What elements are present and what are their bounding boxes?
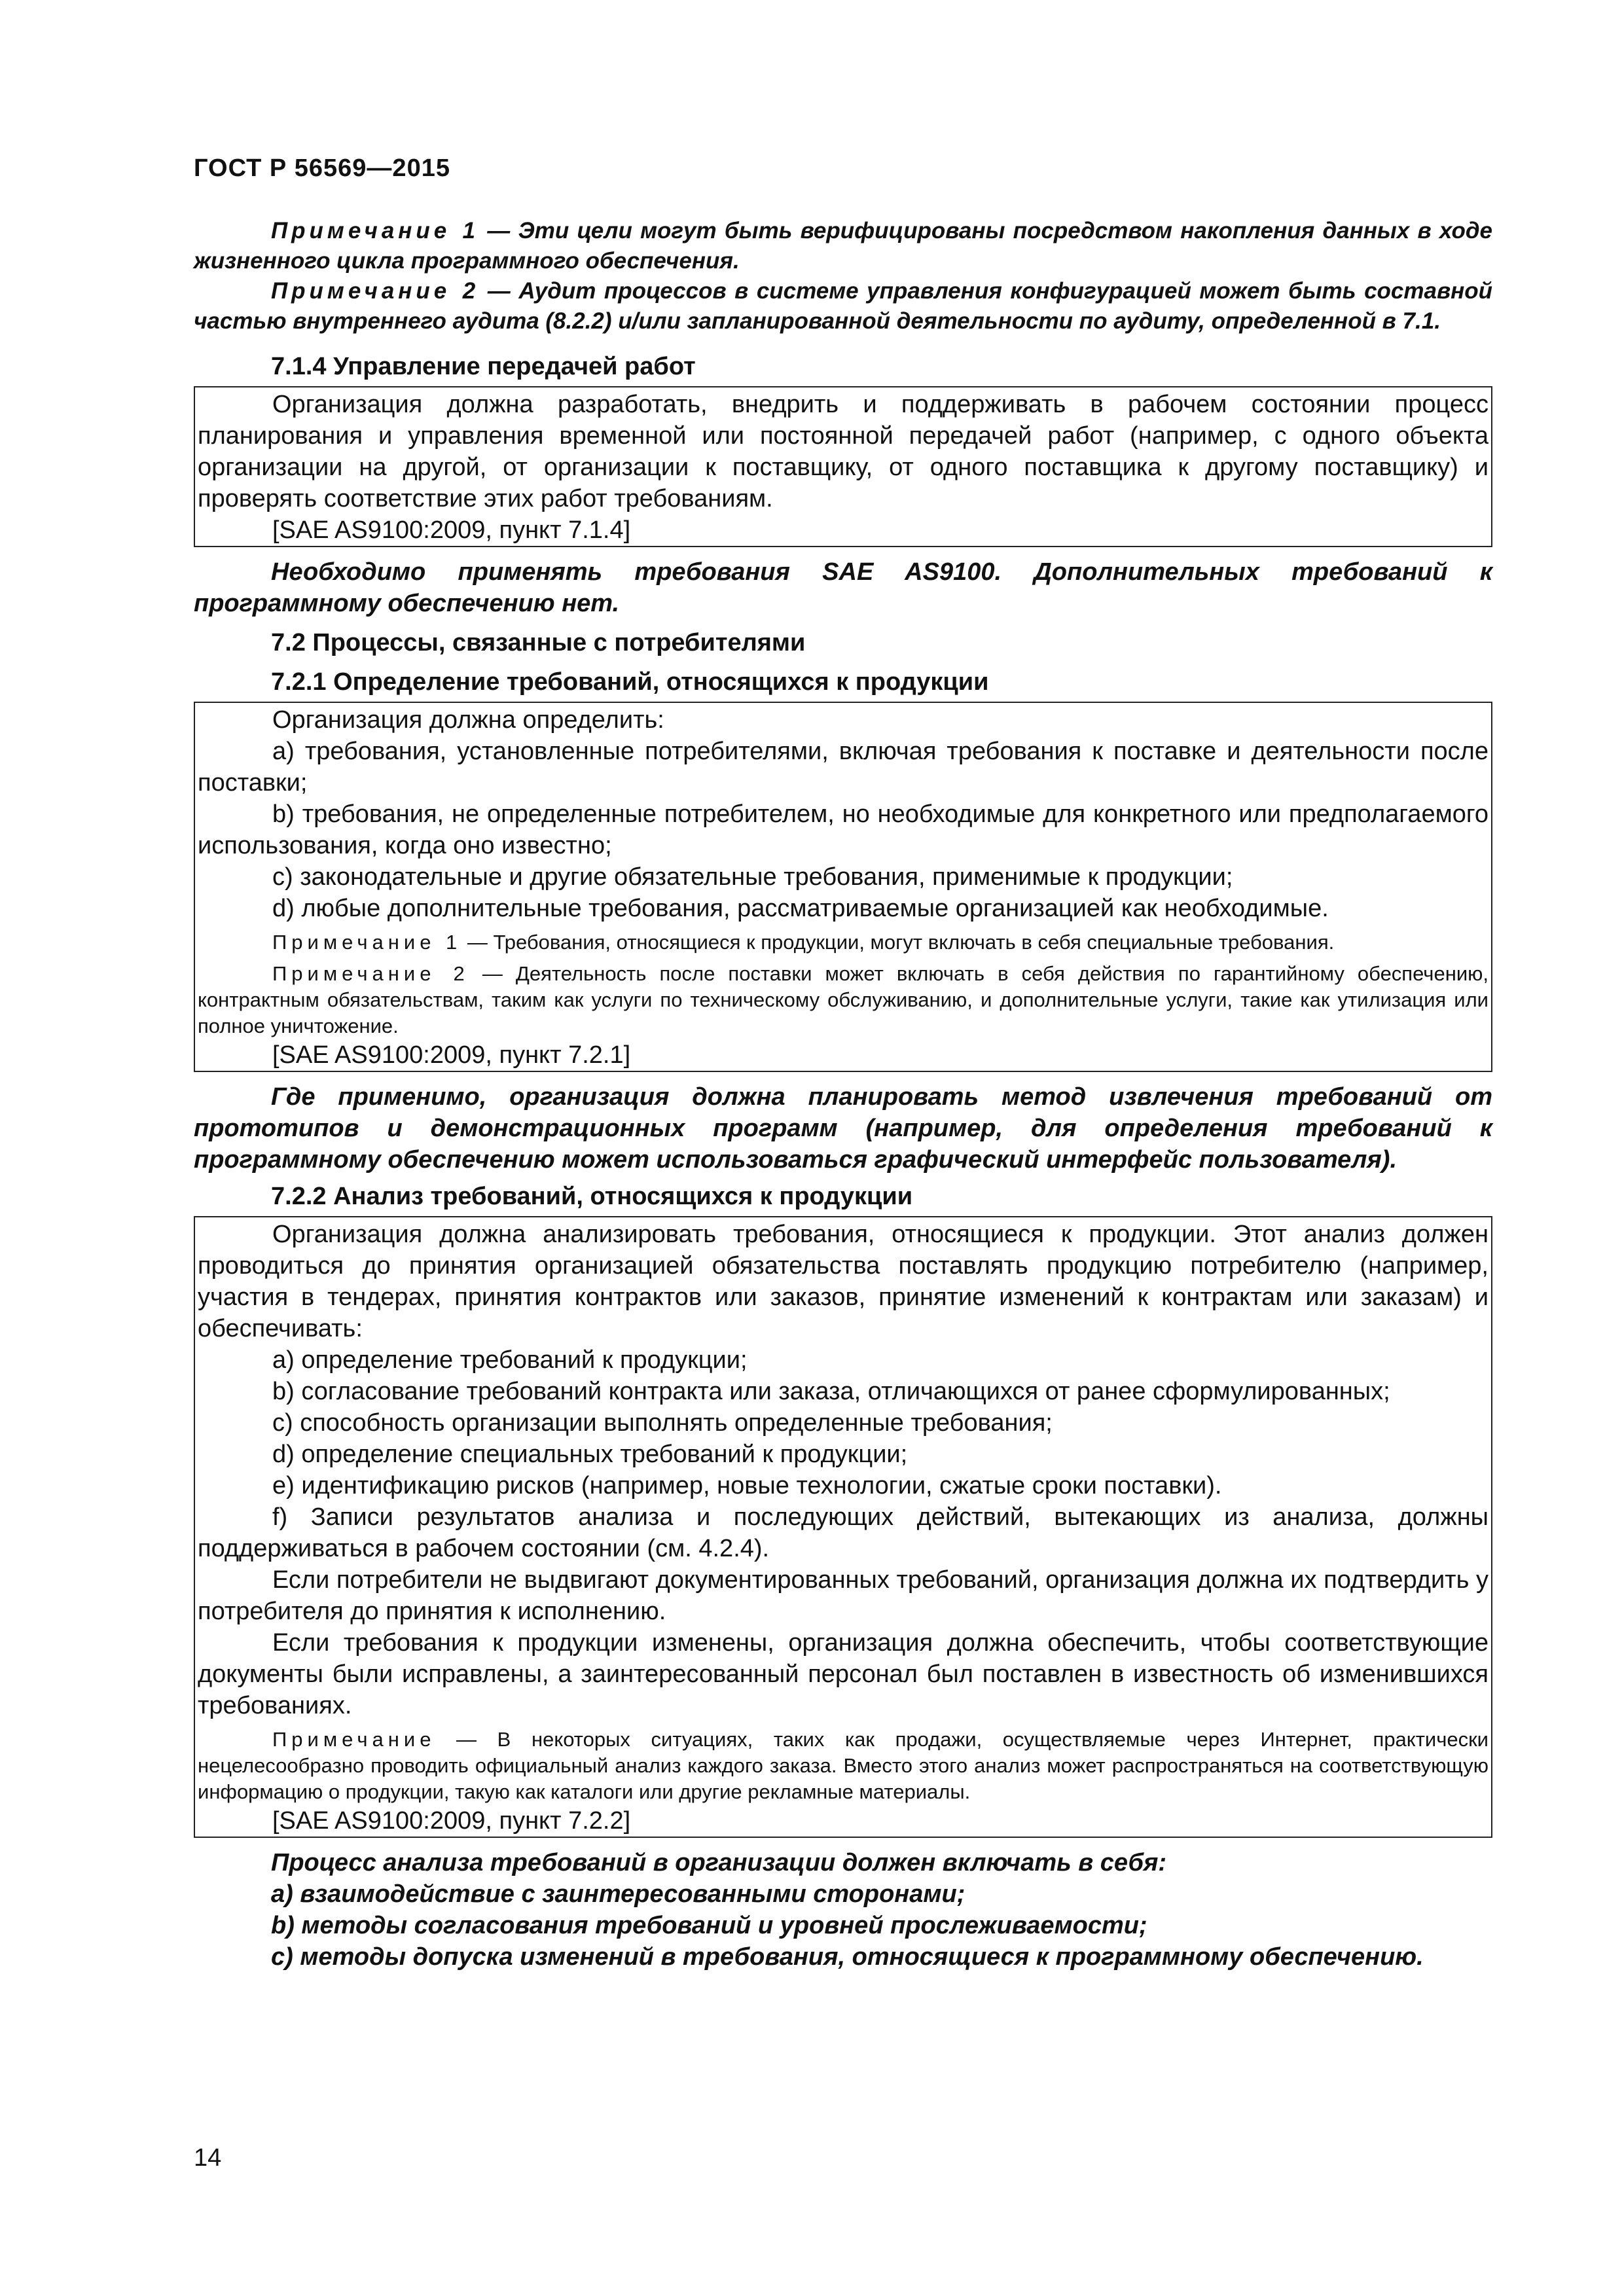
list-item: c) способность организации выполнять определенные требования; [272,1409,1053,1437]
intro-note-1: Примечание 1 — Эти цели могут быть верифицированы посредством накопления данных в ходе жизненного цикла программного обеспечения. [194,218,1492,274]
page-content [194,216,1492,1973]
list-item: b) требования, не определенные потребителем, но необходимые для конкретного или предполагаемого использования, когда оно известно; [198,800,1489,859]
section-7-2-1-specific: Где применимо, организация должна планировать метод извлечения требований от прототипов и демонстрационных программ (например, для определения требований к программному обеспечению может использоваться графический интерфейс пользователя). [194,1083,1492,1174]
section-7-2-2-title: 7.2.2 Анализ требований, относящихся к продукции [271,1183,913,1210]
box-text: Организация должна разработать, внедрить и поддерживать в рабочем состоянии процесс планирования и управления временной или постоянной передачей работ (например, с одного объекта организации на другой, от организации к поставщику, от одного поставщика к другому поставщику) и проверять соответствие этих работ требованиям. [198,391,1489,512]
section-7-2-1-title: 7.2.1 Определение требований, относящихся к продукции [271,668,989,696]
standard-header: ГОСТ Р 56569—2015 [194,154,450,182]
specific-list-item: a) взаимодействие с заинтересованными сторонами; [271,1880,965,1908]
section-7-2-2-specific-intro: Процесс анализа требований в организации должен включать в себя: [271,1849,1167,1876]
list-item: c) законодательные и другие обязательные требования, применимые к продукции; [272,863,1233,891]
section-7-1-4-box [194,386,1492,547]
section-7-2-2-box [194,1216,1492,1838]
list-item: e) идентификацию рисков (например, новые технологии, сжатые сроки поставки). [272,1472,1222,1499]
box-reference: [SAE AS9100:2009, пункт 7.1.4] [272,516,631,544]
specific-list-item: c) методы допуска изменений в требования, относящиеся к программному обеспечению. [271,1943,1424,1971]
page-number: 14 [194,2144,222,2172]
section-7-1-4-specific: Необходимо применять требования SAE AS9100. Дополнительных требований к программному обеспечению нет. [194,558,1492,617]
section-7-2-1-box [194,702,1492,1072]
list-item: a) требования, установленные потребителями, включая требования к поставке и деятельности после поставки; [198,738,1489,797]
box-reference: [SAE AS9100:2009, пункт 7.2.2] [272,1807,631,1835]
list-item: d) определение специальных требований к продукции; [272,1441,908,1468]
box-paragraph: Если потребители не выдвигают документированных требований, организация должна их подтвердить у потребителя до принятия к исполнению. [198,1566,1489,1625]
box-intro: Организация должна определить: [272,706,664,734]
specific-list-item: b) методы согласования требований и уровней прослеживаемости; [271,1912,1147,1939]
box-note: Примечание — В некоторых ситуациях, таких как продажи, осуществляемые через Интернет, практически нецелесообразно проводить официальный анализ каждого заказа. Вместо этого анализ может распространяться на соответствующую информацию о продукции, такую как каталоги или другие рекламные материалы. [198,1728,1489,1803]
list-item: f) Записи результатов анализа и последующих действий, вытекающих из анализа, должны поддерживаться в рабочем состоянии (см. 4.2.4). [198,1503,1489,1562]
box-paragraph: Если требования к продукции изменены, организация должна обеспечить, чтобы соответствующие документы были исправлены, а заинтересованный персонал был поставлен в известность об изменившихся требованиях. [198,1629,1489,1719]
section-7-1-4-title: 7.1.4 Управление передачей работ [271,353,696,380]
box-note-2: Примечание 2 — Деятельность после поставки может включать в себя действия по гарантийному обеспечению, контрактным обязательствам, таким как услуги по техническому обслуживанию, и дополнительные услуги, такие как утилизация или полное уничтожение. [198,962,1489,1037]
box-reference: [SAE AS9100:2009, пункт 7.2.1] [272,1041,631,1069]
intro-note-2: Примечание 2 — Аудит процессов в системе управления конфигурацией может быть составной частью внутреннего аудита (8.2.2) и/или запланированной деятельности по аудиту, определенной в 7.1. [194,278,1492,334]
list-item: d) любые дополнительные требования, рассматриваемые организацией как необходимые. [272,895,1329,922]
box-intro: Организация должна анализировать требования, относящиеся к продукции. Этот анализ должен проводиться до принятия организацией обязательства поставлять продукцию потребителю (например, участия в тендерах, принятия контрактов или заказов, принятие изменений к контрактам или заказам) и обеспечивать: [198,1221,1489,1342]
box-note-1: Примечание 1 — Требования, относящиеся к продукции, могут включать в себя специальные требования. [272,931,1335,954]
list-item: b) согласование требований контракта или заказа, отличающихся от ранее сформулированных; [272,1378,1390,1405]
list-item: a) определение требований к продукции; [272,1346,748,1374]
section-7-2-title: 7.2 Процессы, связанные с потребителями [271,629,806,656]
